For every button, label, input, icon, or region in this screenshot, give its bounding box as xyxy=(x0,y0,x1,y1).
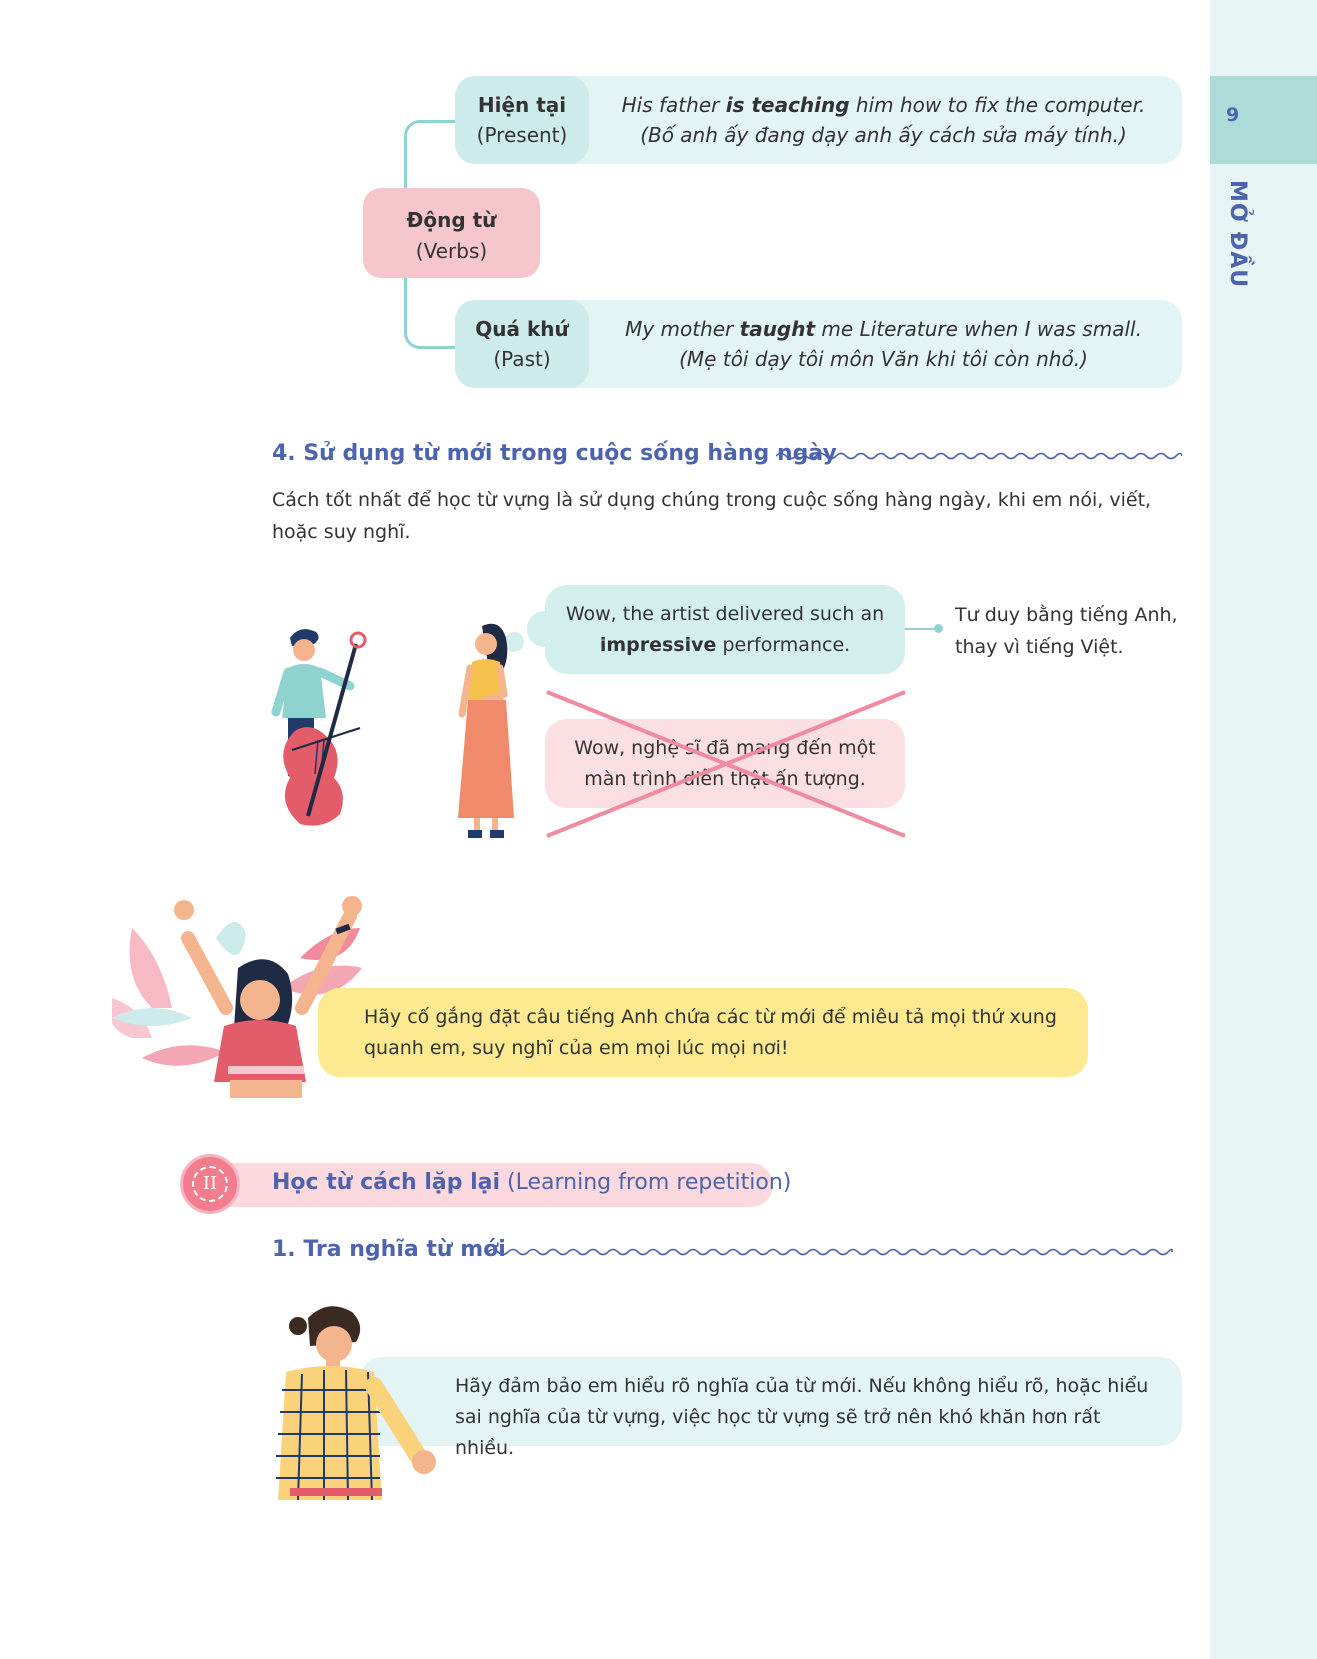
english-bubble-keyword: impressive xyxy=(599,634,717,656)
present-title: Hiện tại xyxy=(477,93,567,117)
present-translation: (Bố anh ấy đang dạy anh ấy cách sửa máy tính.) xyxy=(640,123,1127,147)
present-subtitle: (Present) xyxy=(476,123,568,147)
cello-player-illustration xyxy=(268,620,388,840)
cross-out-mark xyxy=(545,690,907,838)
note-line2: thay vì tiếng Việt. xyxy=(955,636,1124,658)
page-number: 9 xyxy=(1226,104,1240,126)
english-bubble-rest: performance. xyxy=(716,634,851,656)
section-ii-title xyxy=(272,1170,791,1195)
present-sentence-before: His father xyxy=(621,93,726,117)
past-subtitle: (Past) xyxy=(493,347,551,371)
past-translation: (Mẹ tôi dạy tôi môn Văn khi tôi còn nhỏ.) xyxy=(679,347,1088,371)
past-sentence-before: My mother xyxy=(625,317,740,341)
verbs-subtitle: (Verbs) xyxy=(415,239,488,263)
heading-wave-decoration xyxy=(776,450,1182,462)
english-bubble-line1: Wow, the artist delivered such an xyxy=(565,603,885,625)
woman-illustration xyxy=(446,618,526,840)
chapter-title: MỞ ĐẦU xyxy=(1225,180,1250,289)
think-in-english-note xyxy=(955,599,1195,663)
note-line1: Tư duy bằng tiếng Anh, xyxy=(955,604,1178,626)
tree-connector-past xyxy=(404,275,456,349)
section-ii-badge xyxy=(180,1154,240,1214)
tree-connector-present xyxy=(404,120,456,191)
waving-man-illustration xyxy=(268,1300,448,1500)
past-sentence-verb: taught xyxy=(739,317,816,341)
heading-wave-decoration xyxy=(488,1246,1182,1258)
section4-paragraph: Cách tốt nhất để học từ vựng là sử dụng chúng trong cuộc sống hàng ngày, khi em nói, viết, hoặc suy nghĩ. xyxy=(272,489,1152,543)
tip-yellow-box: Hãy cố gắng đặt câu tiếng Anh chứa các từ mới để miêu tả mọi thứ xung quanh em, suy nghĩ của em mọi lúc mọi nơi! xyxy=(318,988,1088,1077)
present-sentence-after: him how to fix the computer. xyxy=(849,93,1146,117)
vietnamese-bubble-line2: màn trình diễn thật ấn tượng. xyxy=(584,768,866,790)
section-roman-numeral: II xyxy=(192,1166,228,1202)
section4-heading: 4. Sử dụng từ mới trong cuộc sống hàng ngày xyxy=(272,441,837,466)
past-title: Quá khứ xyxy=(475,317,569,341)
subheading-look-up-meaning: 1. Tra nghĩa từ mới xyxy=(272,1237,506,1262)
present-example-row xyxy=(455,76,1182,164)
verbs-title: Động từ xyxy=(406,208,497,232)
verbs-node xyxy=(363,188,540,278)
section-ii-title-rest: (Learning from repetition) xyxy=(500,1170,792,1195)
section-ii-title-bold: Học từ cách lặp lại xyxy=(272,1170,501,1195)
vietnamese-bubble-line1: Wow, nghệ sĩ đã mang đến một xyxy=(574,737,876,759)
present-sentence-verb: is teaching xyxy=(725,93,850,117)
present-example xyxy=(605,90,1162,150)
past-label xyxy=(455,300,589,388)
past-sentence-after: me Literature when I was small. xyxy=(815,317,1142,341)
note-connector-dot xyxy=(934,624,943,633)
past-example-row xyxy=(455,300,1182,388)
english-speech-bubble xyxy=(545,585,905,674)
past-example xyxy=(605,314,1162,374)
present-label xyxy=(455,76,589,164)
tip-teal-box: Hãy đảm bảo em hiểu rõ nghĩa của từ mới. Nếu không hiểu rõ, hoặc hiểu sai nghĩa của từ vựng, việc học từ vựng sẽ trở nên khó khăn hơn rất nhiều. xyxy=(360,1357,1182,1446)
